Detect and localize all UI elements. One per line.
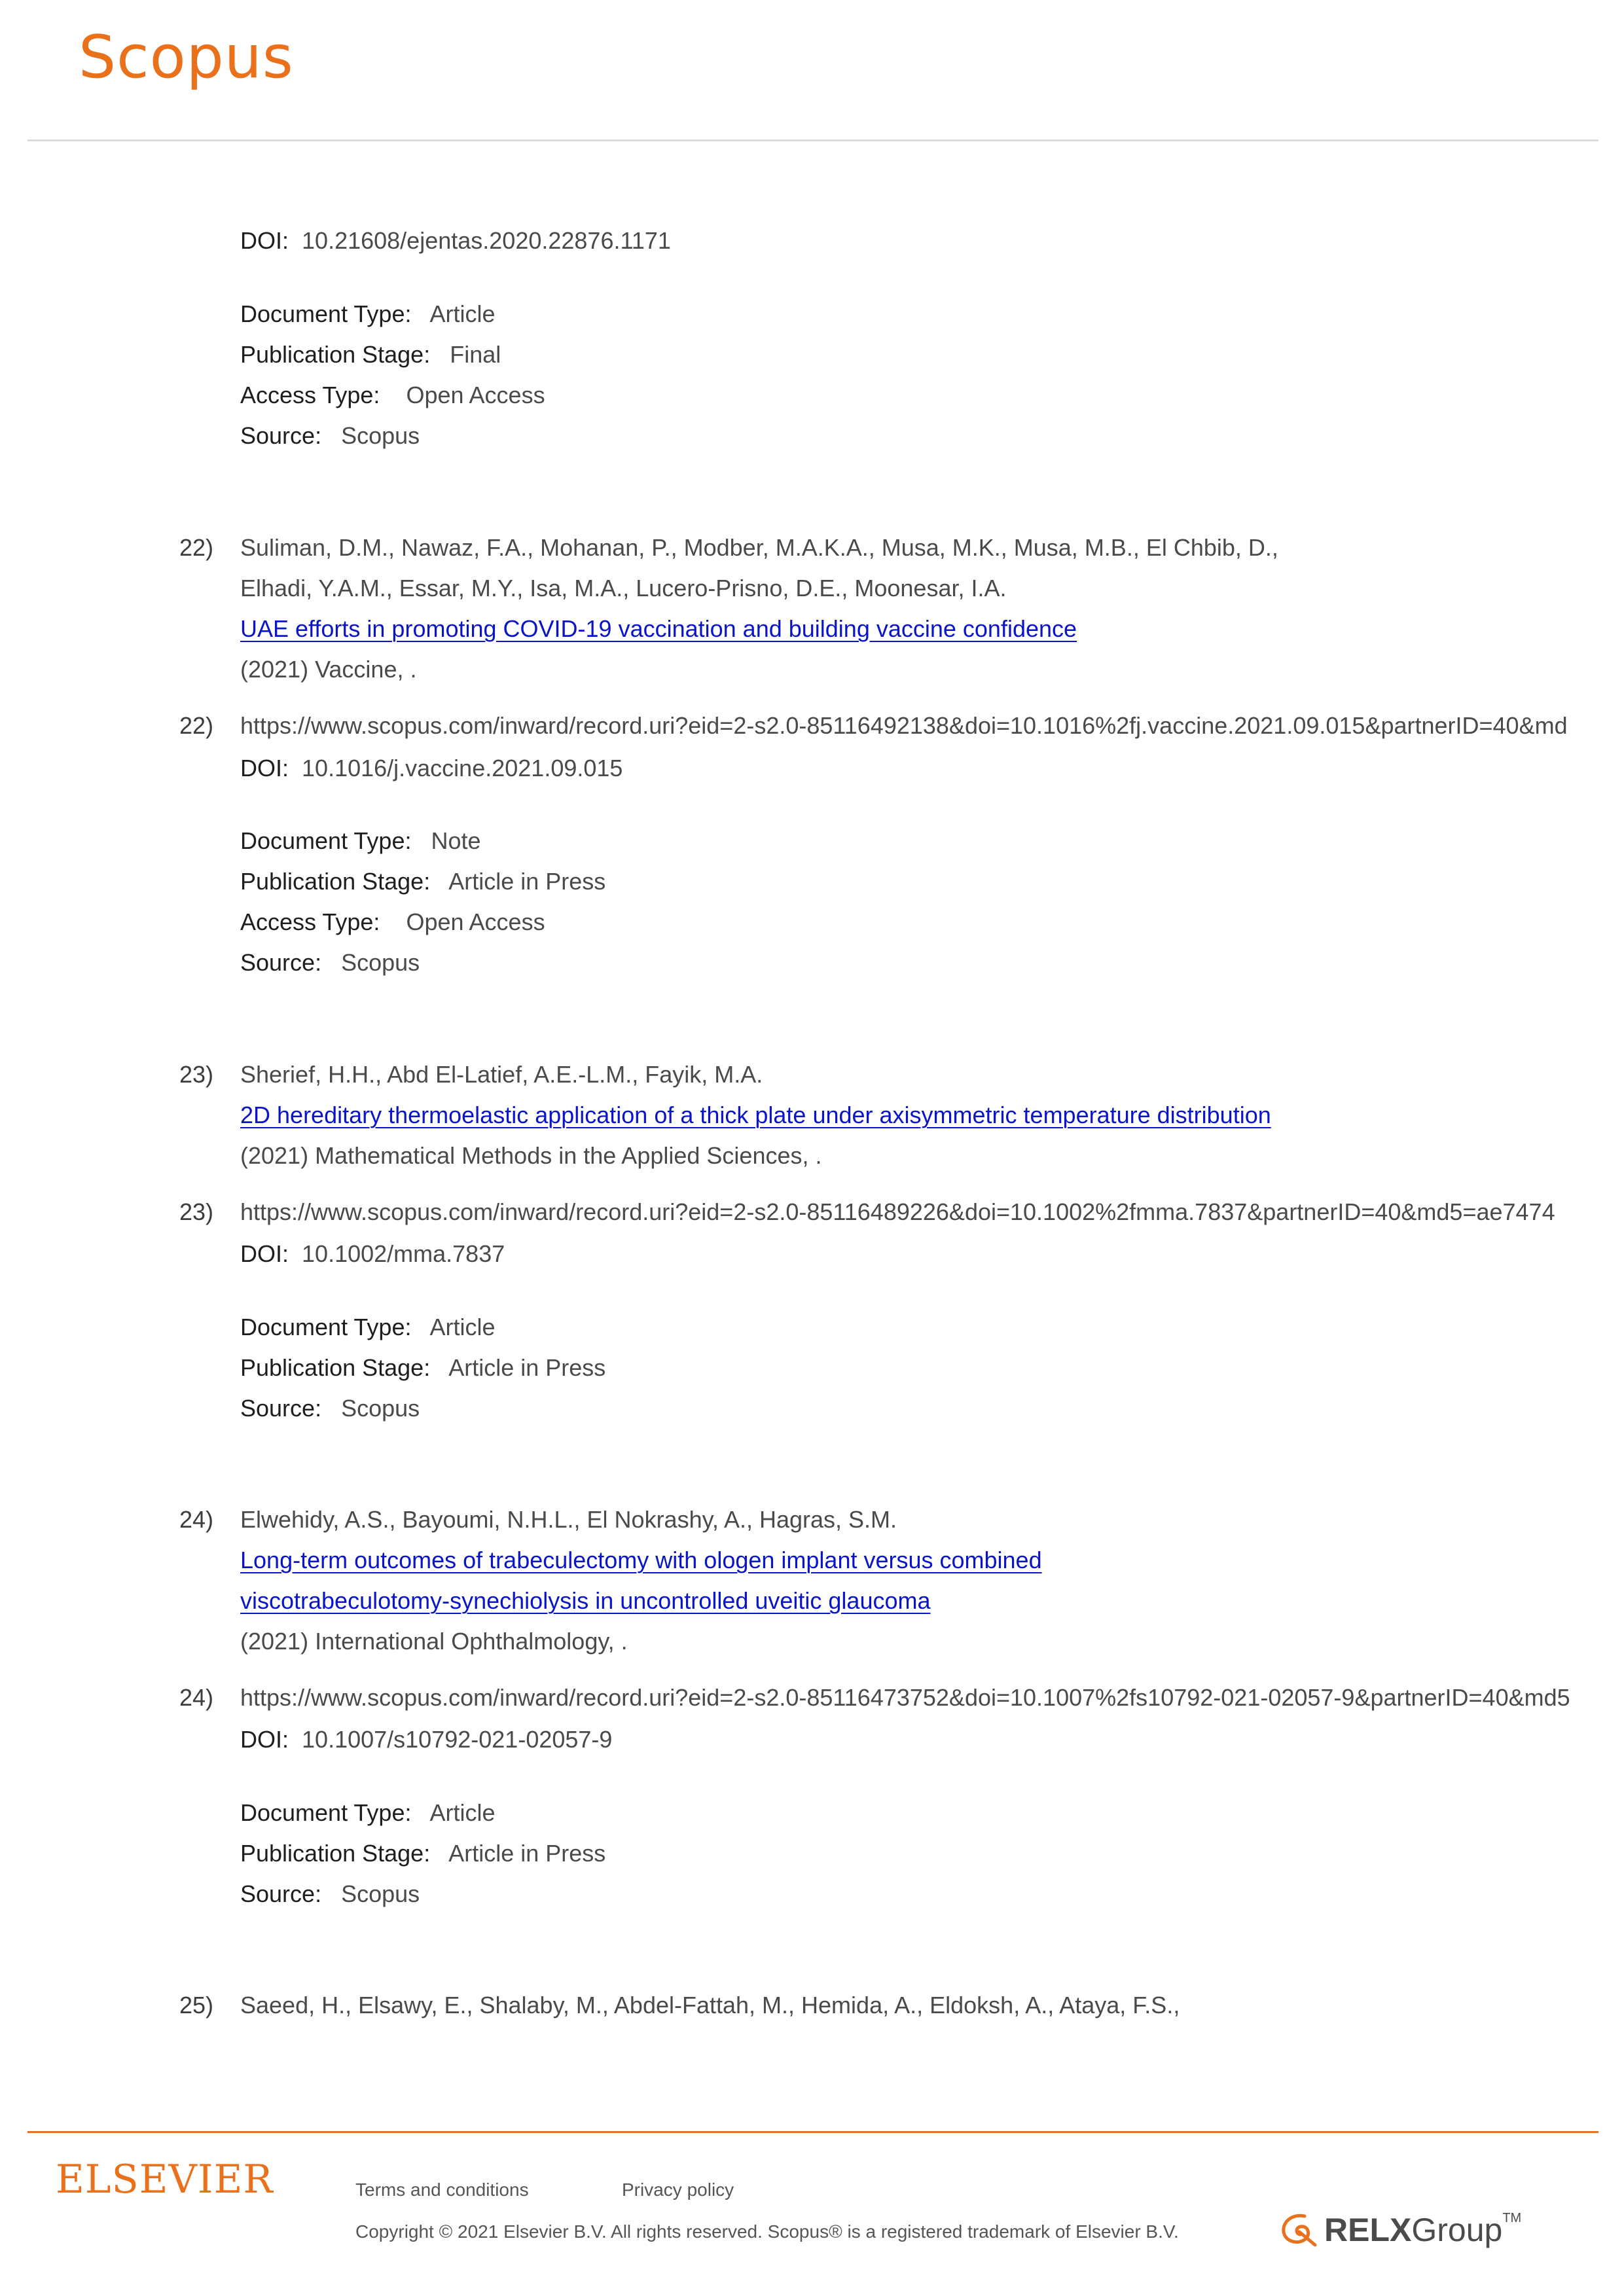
record-title-row [240,1545,1042,1576]
record-authors: Elhadi, Y.A.M., Essar, M.Y., Isa, M.A., Lucero-Prisno, D.E., Moonesar, I.A. [240,575,1007,601]
publication-stage-row [240,1838,605,1869]
record-citation: (2021) Mathematical Methods in the Applied Sciences, . [240,1142,822,1169]
record-number: 24) [179,1684,214,1711]
relx-group-logo[interactable] [1280,2209,1521,2251]
document-type-row [240,825,481,857]
publication-stage-label: Publication Stage: [240,1840,431,1867]
record-title-link[interactable]: viscotrabeculotomy-synechiolysis in uncontrolled uveitic glaucoma [240,1587,931,1614]
publication-stage-row [240,866,605,897]
source-row [240,1393,420,1424]
record-number: 23) [179,1198,214,1225]
doi-value: 10.21608/ejentas.2020.22876.1171 [302,227,671,254]
record-title-row [240,613,1077,645]
document-type-value: Note [431,827,481,854]
source-label: Source: [240,1880,322,1907]
record-number: 25) [179,1992,214,2018]
document-type-label: Document Type: [240,1314,412,1340]
publication-stage-value: Article in Press [448,868,606,895]
source-value: Scopus [341,1880,420,1907]
doi-row [240,753,623,784]
document-type-value: Article [429,1314,496,1340]
record-title-row [240,1100,1271,1131]
footer-divider [27,2131,1598,2133]
doi-label: DOI: [240,227,289,254]
record-number: 23) [179,1061,214,1088]
record-authors: Elwehidy, A.S., Bayoumi, N.H.L., El Nokrashy, A., Hagras, S.M. [240,1506,897,1533]
record-title-link[interactable]: 2D hereditary thermoelastic application of a thick plate under axisymmetric temperature distribution [240,1102,1271,1128]
access-type-label: Access Type: [240,908,380,935]
record-url[interactable]: https://www.scopus.com/inward/record.uri?eid=2-s2.0-85116489226&doi=10.1002%2fmma.7837&partnerID=40&md5=ae7474 [240,1198,1555,1225]
source-value: Scopus [341,422,420,449]
publication-stage-label: Publication Stage: [240,868,431,895]
doi-value: 10.1002/mma.7837 [302,1240,505,1267]
source-label: Source: [240,1395,322,1422]
access-type-value: Open Access [406,908,545,935]
document-type-value: Article [429,1799,496,1826]
document-type-label: Document Type: [240,300,412,327]
doi-value: 10.1007/s10792-021-02057-9 [302,1726,613,1753]
record-number: 24) [179,1506,214,1533]
doi-label: DOI: [240,1240,289,1267]
relx-wordmark: RELX [1324,2212,1412,2248]
record-title-row [240,1585,931,1617]
record-citation: (2021) Vaccine, . [240,656,417,683]
record-authors: Saeed, H., Elsawy, E., Shalaby, M., Abdel-Fattah, M., Hemida, A., Eldoksh, A., Ataya, F.S., [240,1992,1180,2018]
source-row [240,947,420,978]
access-type-row [240,906,545,938]
doi-row [240,1238,505,1270]
source-row [240,420,420,452]
source-value: Scopus [341,1395,420,1422]
record-title-link[interactable]: Long-term outcomes of trabeculectomy with ologen implant versus combined [240,1547,1042,1573]
terms-link[interactable]: Terms and conditions [355,2179,529,2200]
relx-swirl-icon [1280,2212,1319,2248]
source-label: Source: [240,949,322,976]
publication-stage-value: Article in Press [448,1840,606,1867]
privacy-link[interactable]: Privacy policy [622,2179,734,2200]
record-url[interactable]: https://www.scopus.com/inward/record.uri?eid=2-s2.0-85116473752&doi=10.1007%2fs10792-021-02057-9&partnerID=40&md5 [240,1684,1570,1711]
document-type-label: Document Type: [240,1799,412,1826]
access-type-label: Access Type: [240,382,380,408]
record-title-link[interactable]: UAE efforts in promoting COVID-19 vaccination and building vaccine confidence [240,615,1077,642]
doi-row [240,225,671,257]
document-type-row [240,298,496,330]
doi-label: DOI: [240,1726,289,1753]
document-type-row [240,1312,496,1343]
source-label: Source: [240,422,322,449]
publication-stage-value: Final [450,341,501,368]
doi-row [240,1724,612,1755]
publication-stage-value: Article in Press [448,1354,606,1381]
access-type-value: Open Access [406,382,545,408]
record-authors: Suliman, D.M., Nawaz, F.A., Mohanan, P., Modber, M.A.K.A., Musa, M.K., Musa, M.B., El Chbib, D., [240,534,1278,561]
elsevier-logo[interactable]: ELSEVIER [56,2157,274,2202]
group-wordmark: Group [1411,2212,1503,2248]
header-divider [27,139,1598,141]
record-authors: Sherief, H.H., Abd El-Latief, A.E.-L.M., Fayik, M.A. [240,1061,763,1088]
document-type-label: Document Type: [240,827,412,854]
record-url[interactable]: https://www.scopus.com/inward/record.uri?eid=2-s2.0-85116492138&doi=10.1016%2fj.vaccine.2021.09.015&partnerID=40&md [240,712,1568,739]
scopus-logo[interactable]: Scopus [79,23,294,92]
record-citation: (2021) International Ophthalmology, . [240,1628,628,1655]
document-type-value: Article [429,300,496,327]
publication-stage-label: Publication Stage: [240,341,431,368]
source-row [240,1878,420,1910]
document-type-row [240,1797,496,1829]
doi-value: 10.1016/j.vaccine.2021.09.015 [302,755,623,781]
doi-label: DOI: [240,755,289,781]
publication-stage-row [240,339,501,370]
record-number: 22) [179,534,214,561]
copyright-text: Copyright © 2021 Elsevier B.V. All rights reserved. Scopus® is a registered trademark of Elsevier B.V. [355,2221,1179,2242]
trademark-mark: TM [1502,2210,1522,2225]
publication-stage-row [240,1352,605,1384]
source-value: Scopus [341,949,420,976]
record-number: 22) [179,712,214,739]
access-type-row [240,380,545,411]
publication-stage-label: Publication Stage: [240,1354,431,1381]
